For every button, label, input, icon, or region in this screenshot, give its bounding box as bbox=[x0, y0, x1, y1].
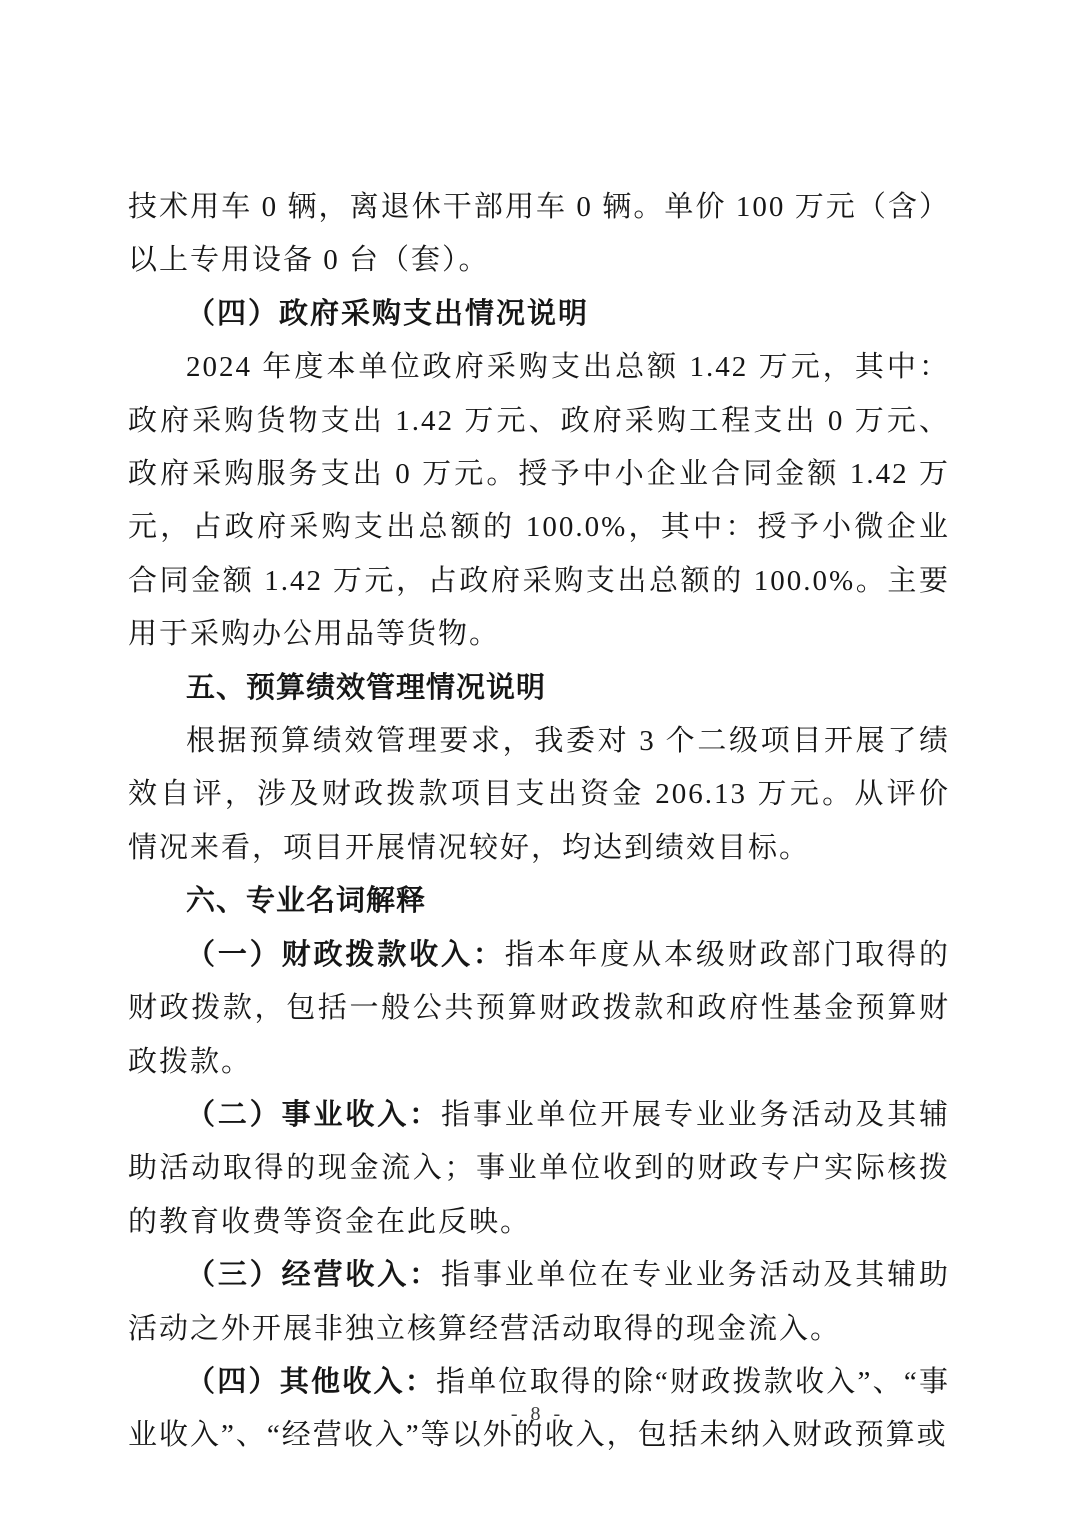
term-paragraph-fiscal-appropriation-income bbox=[128, 929, 950, 1089]
paragraph-vehicles-continued: 技术用车 0 辆，离退休干部用车 0 辆。单价 100 万元（含）以上专用设备 0 台（套）。 bbox=[128, 191, 950, 277]
page-number: - 8 - bbox=[510, 1403, 565, 1425]
heading-section-4-procurement: （四）政府采购支出情况说明 bbox=[186, 297, 590, 330]
term-definition: 指单位取得的除“财政拨款收入”、“事业收入”、“经营收入”等以外的收入，包括未纳入财政预算或 bbox=[128, 1365, 950, 1452]
document-body bbox=[128, 181, 950, 1463]
term-definition: 指事业单位在专业业务活动及其辅助活动之外开展非独立核算经营活动取得的现金流入。 bbox=[128, 1259, 950, 1345]
term-label: （四）其他收入： bbox=[186, 1365, 437, 1398]
term-label: （二）事业收入： bbox=[186, 1098, 441, 1131]
term-label: （三）经营收入： bbox=[186, 1259, 441, 1292]
heading-section-6-glossary: 六、专业名词解释 bbox=[186, 885, 427, 918]
term-definition: 指本年度从本级财政部门取得的财政拨款，包括一般公共预算财政拨款和政府性基金预算财政拨款。 bbox=[128, 938, 950, 1078]
term-paragraph-operating-income-institution bbox=[128, 1089, 950, 1249]
paragraph-performance-details: 根据预算绩效管理要求，我委对 3 个二级项目开展了绩效自评，涉及财政拨款项目支出资金 206.13 万元。从评价情况来看，项目开展情况较好，均达到绩效目标。 bbox=[128, 725, 950, 864]
paragraph-procurement-details: 2024 年度本单位政府采购支出总额 1.42 万元，其中：政府采购货物支出 1.42 万元、政府采购工程支出 0 万元、政府采购服务支出 0 万元。授予中小企业合同金额 1.42 万元，占政府采购支出总额的 100.0%，其中：授予小微企业合同金额 1.42 万元，占政府采购支出总额的 100.0%。主要用于采购办公用品等货物。 bbox=[128, 351, 950, 651]
heading-section-5-performance: 五、预算绩效管理情况说明 bbox=[186, 671, 547, 704]
term-label: （一）财政拨款收入： bbox=[186, 938, 505, 971]
term-paragraph-business-income bbox=[128, 1249, 950, 1356]
term-definition: 指事业单位开展专业业务活动及其辅助活动取得的现金流入；事业单位收到的财政专户实际核拨的教育收费等资金在此反映。 bbox=[128, 1098, 950, 1238]
